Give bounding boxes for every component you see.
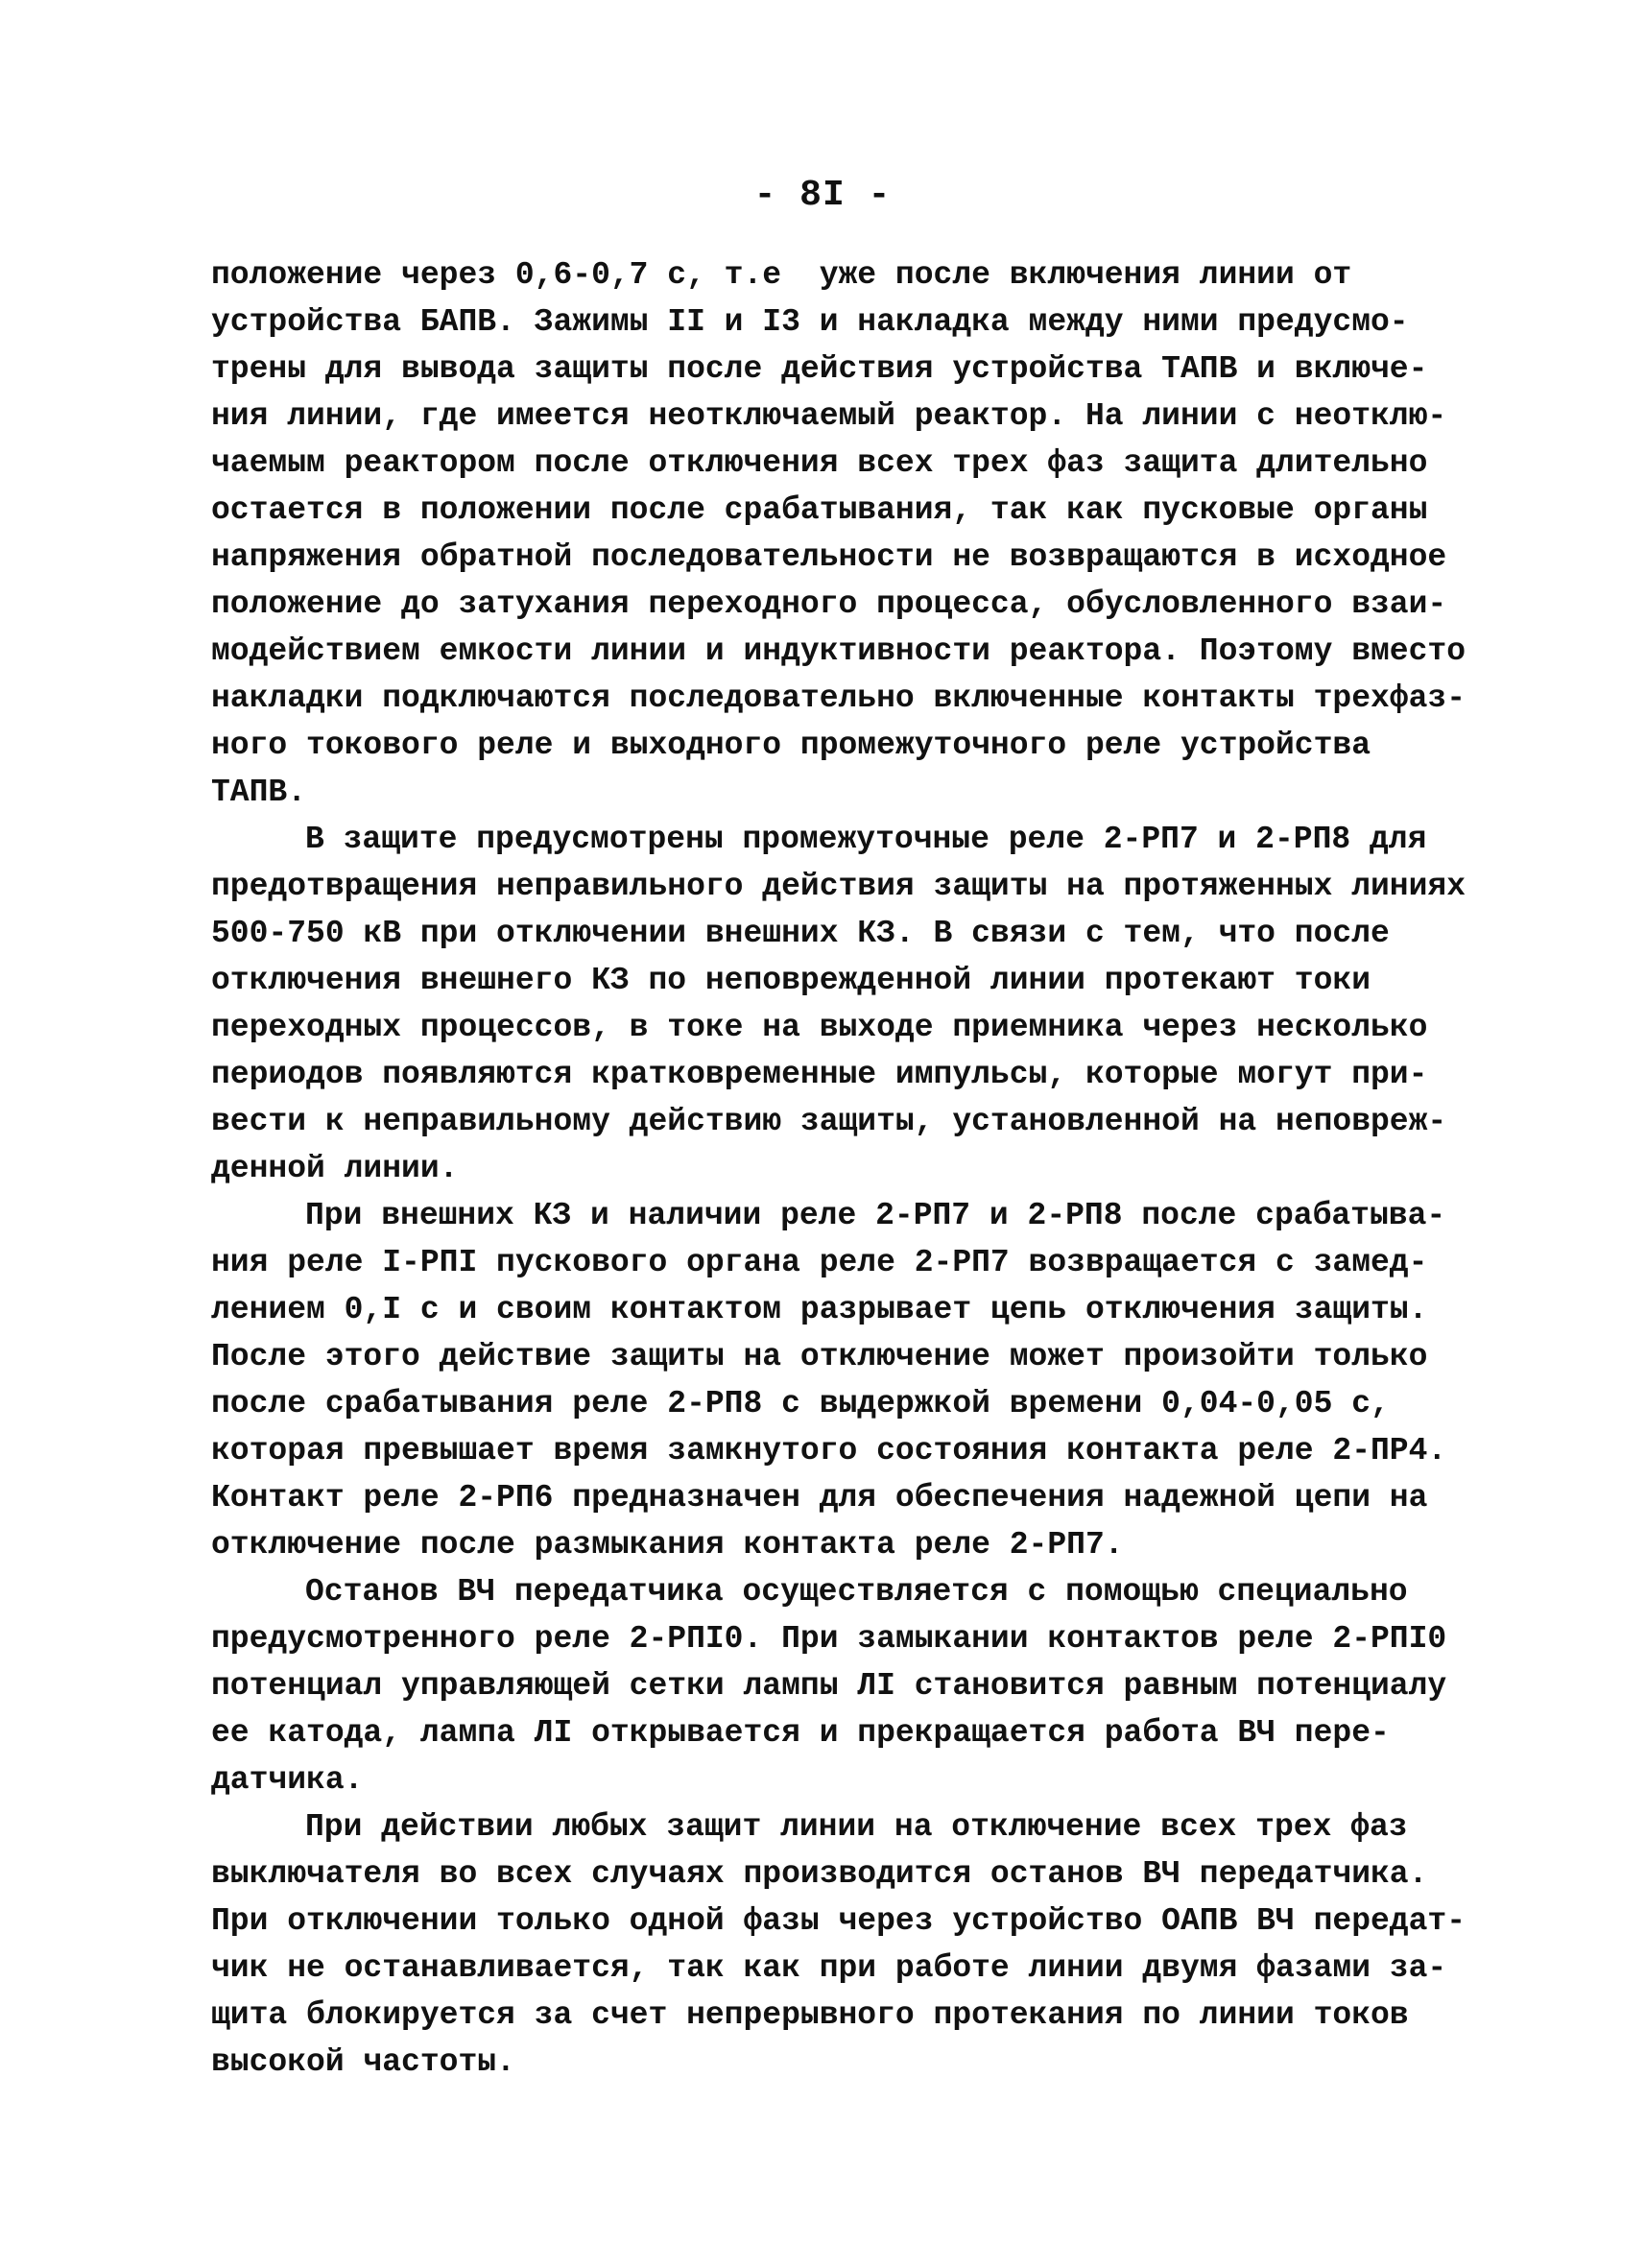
- text-line: ния линии, где имеется неотключаемый реактор. На линии с неотклю-: [211, 398, 1447, 434]
- document-body: [211, 251, 1497, 2086]
- text-line: после срабатывания реле 2-РП8 с выдержкой времени 0,04-0,05 с,: [211, 1386, 1390, 1421]
- text-line: датчика.: [211, 1762, 364, 1798]
- text-line: Контакт реле 2-РП6 предназначен для обеспечения надежной цепи на: [211, 1480, 1428, 1516]
- text-line: отключения внешнего КЗ по неповрежденной линии протекают токи: [211, 963, 1371, 998]
- text-line: предусмотренного реле 2-РПI0. При замыкании контактов реле 2-РПI0: [211, 1621, 1447, 1657]
- text-line: щита блокируется за счет непрерывного протекания по линии токов: [211, 1997, 1409, 2033]
- text-line: Останов ВЧ передатчика осуществляется с помощью специально: [305, 1574, 1408, 1610]
- paragraph: [211, 1568, 1497, 1803]
- text-line: отключение после размыкания контакта реле 2-РП7.: [211, 1527, 1124, 1563]
- text-line: высокой частоты.: [211, 2044, 515, 2080]
- text-line: чаемым реактором после отключения всех трех фаз защита длительно: [211, 445, 1428, 481]
- text-line: переходных процессов, в токе на выходе приемника через несколько: [211, 1010, 1428, 1045]
- text-line: 500-750 кВ при отключении внешних КЗ. В связи с тем, что после: [211, 916, 1390, 951]
- paragraph: [211, 1803, 1497, 2086]
- text-line: вести к неправильному действию защиты, установленной на неповреж-: [211, 1104, 1447, 1139]
- text-line: ния реле I-РПI пускового органа реле 2-РП7 возвращается с замед-: [211, 1245, 1428, 1280]
- text-line: положение через 0,6-0,7 с, т.е уже после включения линии от: [211, 257, 1352, 293]
- page-number: - 8I -: [753, 175, 892, 216]
- text-line: остается в положении после срабатывания, так как пусковые органы: [211, 492, 1428, 528]
- text-line: ТАПВ.: [211, 775, 307, 810]
- text-line: напряжения обратной последовательности не возвращаются в исходное: [211, 539, 1447, 575]
- text-line: В защите предусмотрены промежуточные реле 2-РП7 и 2-РП8 для: [305, 822, 1427, 857]
- text-line: предотвращения неправильного действия защиты на протяженных линиях: [211, 869, 1466, 904]
- text-line: устройства БАПВ. Зажимы II и I3 и накладка между ними предусмо-: [211, 304, 1409, 340]
- text-line: ного токового реле и выходного промежуточного реле устройства: [211, 728, 1371, 763]
- text-line: накладки подключаются последовательно включенные контакты трехфаз-: [211, 680, 1466, 716]
- text-line: положение до затухания переходного процесса, обусловленного взаи-: [211, 586, 1447, 622]
- paragraph: [211, 251, 1497, 816]
- paragraph: [211, 816, 1497, 1192]
- text-line: модействием емкости линии и индуктивности реактора. Поэтому вместо: [211, 633, 1466, 669]
- paragraph: [211, 1192, 1497, 1568]
- text-line: лением 0,I с и своим контактом разрывает цепь отключения защиты.: [211, 1292, 1428, 1327]
- text-line: При внешних КЗ и наличии реле 2-РП7 и 2-РП8 после срабатыва-: [305, 1198, 1446, 1233]
- text-line: периодов появляются кратковременные импульсы, которые могут при-: [211, 1057, 1428, 1092]
- text-line: выключателя во всех случаях производится останов ВЧ передатчика.: [211, 1856, 1428, 1892]
- text-line: После этого действие защиты на отключение может произойти только: [211, 1339, 1428, 1374]
- text-line: чик не останавливается, так как при работе линии двумя фазами за-: [211, 1950, 1447, 1986]
- text-line: которая превышает время замкнутого состояния контакта реле 2-ПР4.: [211, 1433, 1447, 1468]
- text-line: трены для вывода защиты после действия устройства ТАПВ и включе-: [211, 351, 1428, 387]
- text-line: При отключении только одной фазы через устройство ОАПВ ВЧ передат-: [211, 1903, 1466, 1939]
- text-line: денной линии.: [211, 1151, 459, 1186]
- text-line: При действии любых защит линии на отключение всех трех фаз: [305, 1809, 1408, 1845]
- text-line: ее катода, лампа ЛI открывается и прекращается работа ВЧ пере-: [211, 1715, 1390, 1751]
- text-line: потенциал управляющей сетки лампы ЛI становится равным потенциалу: [211, 1668, 1447, 1704]
